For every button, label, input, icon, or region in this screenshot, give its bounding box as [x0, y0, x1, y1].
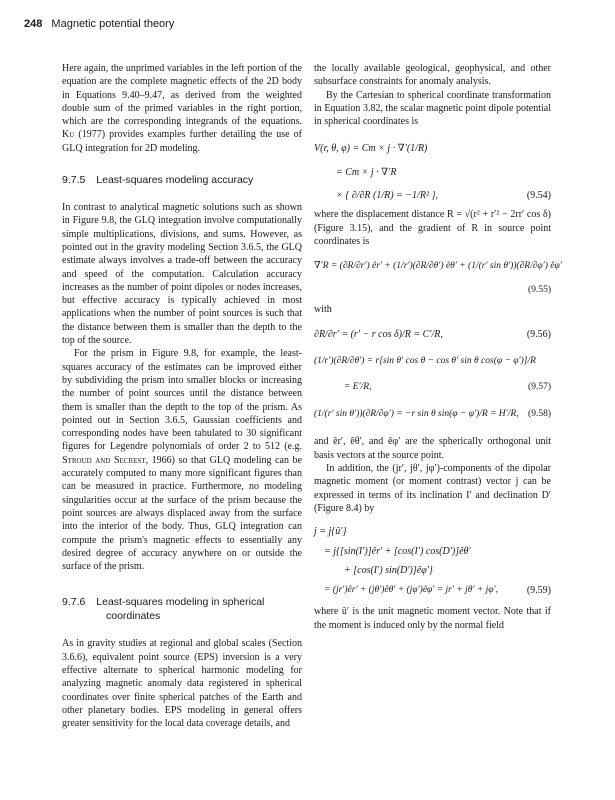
equation-number: (9.54) — [526, 190, 551, 202]
equation-number: (9.56) — [526, 329, 551, 341]
paragraph: In addition, the (jr′, jθ′, jφ′)-components of the dipolar magnetic moment (or moment contrast) vector j can be expressed in terms of its inclination I′ and declination D′ (Figure 8.4) by — [314, 462, 551, 514]
running-title: Magnetic potential theory — [51, 18, 175, 30]
equation-9-59: j = j{û′} = j{[sin(I′)]êr′ + [cos(I′) cos(D′)]êθ′ + [cos(I′) sin(D′)]êφ′} = (jr′)êr′ + (jθ′)êθ′ + (jφ′)êφ′ = jr′ + jθ′ + jφ′, (9.59) — [314, 526, 551, 597]
equation-number: (9.55) — [528, 284, 551, 295]
equation-9-55: ∇′R = (∂R/∂r′) êr′ + (1/r′)(∂R/∂θ′) êθ′ + (1/(r′ sin θ′))(∂R/∂φ′) êφ′ (9.55) — [314, 260, 551, 297]
section-number: 9.7.5 — [62, 174, 86, 187]
paragraph: the locally available geological, geophysical, and other subsurface constraints for anomaly analysis. — [314, 63, 551, 88]
citation-author: Stroud and Secrest — [62, 454, 146, 466]
section-heading — [62, 173, 302, 187]
running-header — [24, 18, 595, 30]
left-column — [62, 62, 302, 730]
paragraph: By the Cartesian to spherical coordinate transformation in Equation 3.82, the scalar magnetic point dipole potential in spherical coordinates is — [314, 89, 551, 128]
paragraph: In contrast to analytical magnetic solutions such as shown in Figure 9.8, the GLQ integration involve computationally simple multiplications, divisions, and sums. However, as pointed out in the gravity modeling Section 3.6.5, the GLQ estimate always involves a trade-off between the accuracy and speed of the computation. Calculation accuracy increases as the number of point dipoles or nodes increases, but effective accuracy is typically achieved in most applications when the number of point sources is such that the distance between them is smaller than the depth to the top of the source. — [62, 202, 302, 347]
equation-9-57: (1/r′)(∂R/∂θ′) = r[sin θ′ cos θ − cos θ′ sin θ cos(φ − φ′)]/R = E′/R, (9.57) — [314, 355, 551, 394]
paragraph: As in gravity studies at regional and global scales (Section 3.6.6), equivalent point source (EPS) inversion is a very effective alternate to spherical harmonic modeling for analyzing magnetic anomaly data registered in spherical coordinates over finite spherical patches of the Earth and other planetary bodies. EPS modeling in general offers greater sensitivity for the local data coverage details, and — [62, 638, 302, 730]
section-number: 9.7.6 — [62, 596, 86, 609]
equation-number: (9.58) — [528, 409, 551, 420]
page-number: 248 — [24, 18, 43, 30]
section-title: Least-squares modeling in spherical — [96, 596, 265, 609]
section-heading — [62, 595, 302, 623]
paragraph: Here again, the unprimed variables in the left portion of the equation are the complete magnetic effects of the 2D body in Equations 9.40–9.47, as derived from the weighted double sum of the primed variables in the right portion, which are the corresponding integrands of the equations. Ku (1977) provides examples further detailing the use of GLQ integration for 2D modeling. — [62, 63, 303, 154]
paragraph: where the displacement distance R = √(r² + r′² − 2rr′ cos δ) (Figure 3.15), and the gradient of R in source point coordinates is — [314, 209, 551, 247]
citation-author: Ku — [62, 129, 75, 141]
equation-9-54: V(r, θ, φ) = Cm × j · ∇′(1/R) = Cm × j · ∇′R × { ∂/∂R (1/R) = −1/R² }, (9.54) — [314, 143, 551, 202]
right-column — [314, 62, 562, 632]
paragraph: and êr′, êθ′, and êφ′ are the spherically orthogonal unit basis vectors at the source point. — [314, 436, 551, 461]
paragraph: where û′ is the unit magnetic moment vector. Note that if the moment is induced only by the normal field — [314, 606, 551, 631]
paragraph: with — [314, 303, 332, 315]
equation-number: (9.57) — [528, 381, 551, 392]
equation-number: (9.59) — [526, 585, 551, 597]
paragraph: For the prism in Figure 9.8, for example, the least-squares accuracy of the estimates can be improved either by subdividing the prism into smaller blocks or increasing the number of point sources until the distance between them is smaller than the depth to the top of the prism. As pointed out in Section 3.6.5, Gaussian coefficients and corresponding nodes have been tabulated to 30 significant figures for Legendre polynomials of order 2 to 512 (e.g. Stroud and Secrest, 1966) so that GLQ modeling can be accurately computed to many more significant figures than can be measured in practice. Furthermore, no modeling singularities occur at the surface of the prism because the point sources are always displaced away from the surface into the interior of the body. Thus, GLQ integration can compute the prism's magnetic effects to essentially any desired degree of accuracy anywhere on or outside the surface of the prism. — [62, 348, 302, 573]
section-title-cont: coordinates — [106, 610, 161, 623]
equation-9-56: ∂R/∂r′ = (r′ − r cos δ)/R = C′/R, (9.56) — [314, 329, 551, 341]
equation-9-58: (1/(r′ sin θ′))(∂R/∂φ′) = −r sin θ sin(φ − φ′)/R = H′/R, (9.58) — [314, 408, 551, 421]
section-title: Least-squares modeling accuracy — [96, 174, 254, 187]
